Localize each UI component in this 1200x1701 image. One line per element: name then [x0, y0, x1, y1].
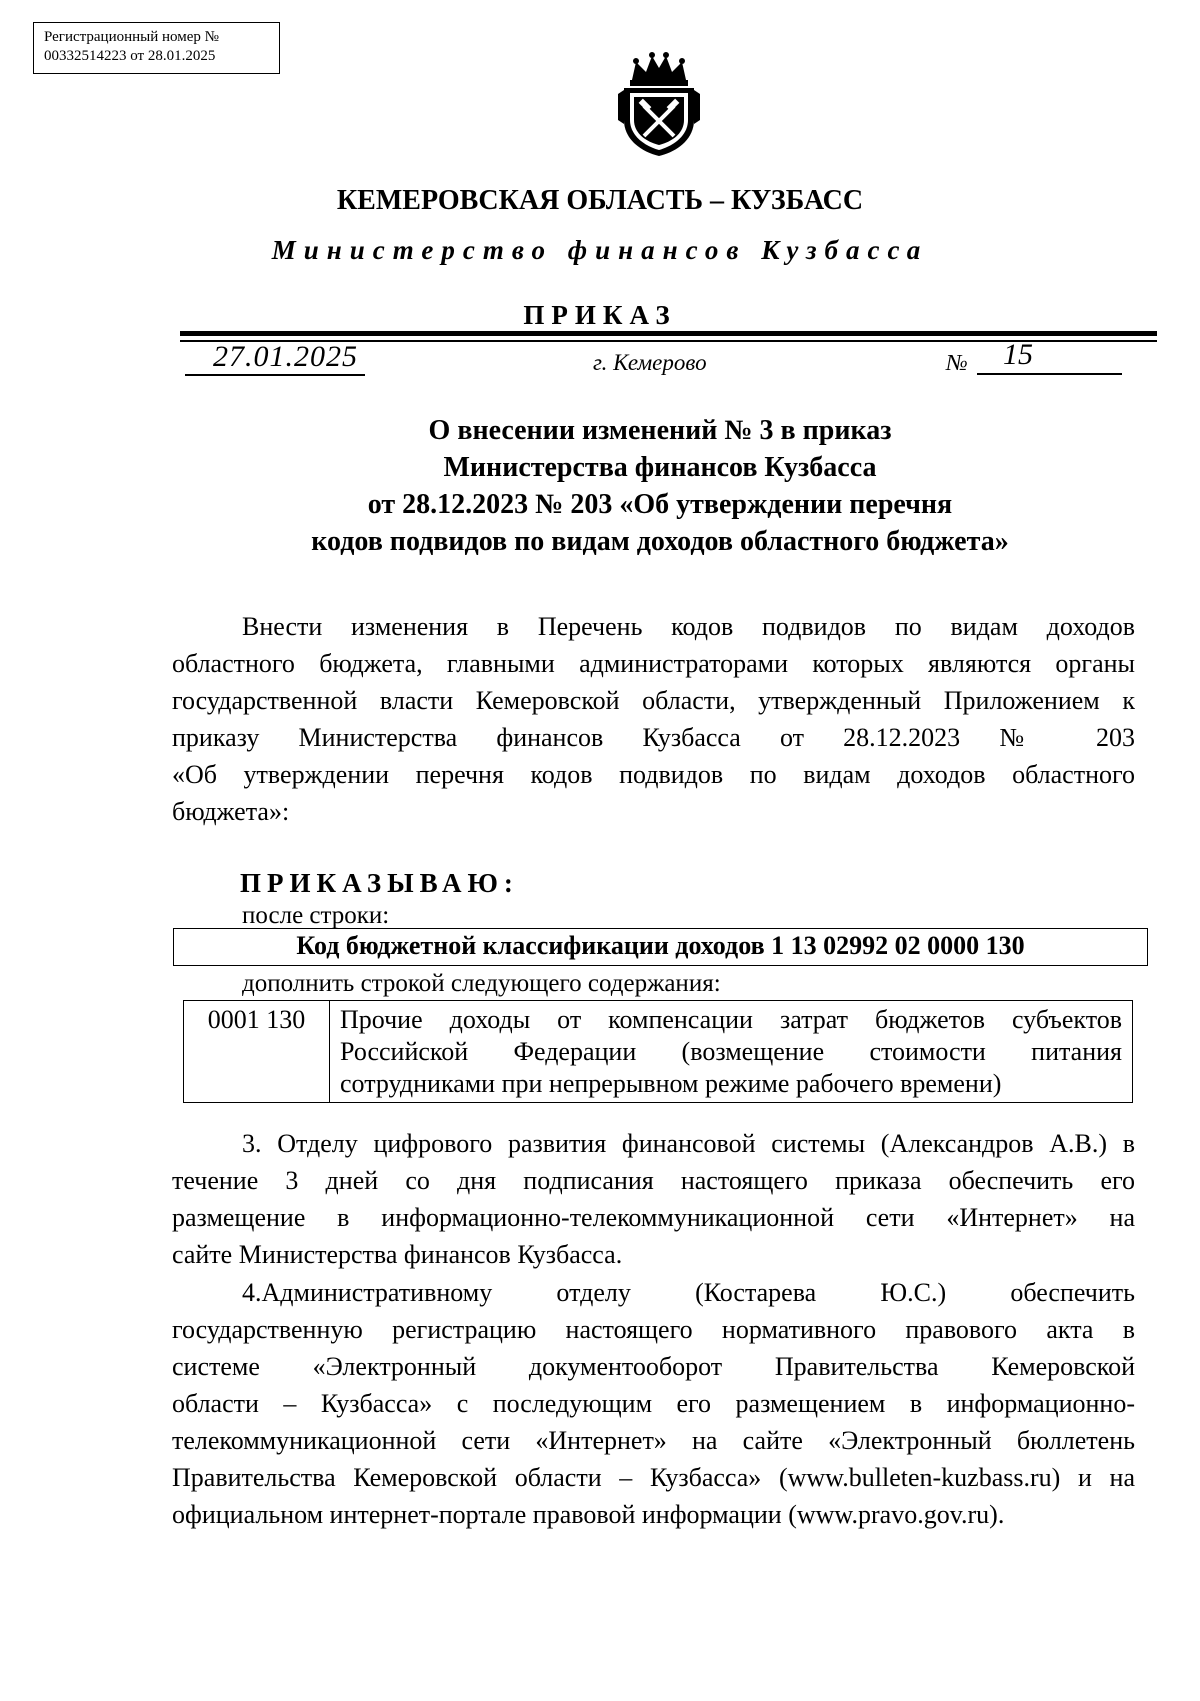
- kbk-row: Код бюджетной классификации доходов 1 13 02992 02 0000 130: [173, 928, 1148, 966]
- document-city: г. Кемерово: [593, 350, 707, 375]
- item-4-line: системе «Электронный документооборот Правительства Кемеровской: [172, 1352, 1135, 1381]
- item-4-paragraph: [172, 1274, 1135, 1533]
- subtype-description: Прочие доходы от компенсации затрат бюджетов субъектов Российской Федерации (возмещение стоимости питания сотрудниками при непрерывном режиме рабочего времени): [330, 1001, 1133, 1103]
- item-3-line: 3. Отделу цифрового развития финансовой системы (Александров А.В.) в: [242, 1129, 1135, 1158]
- header-rule-thick: [180, 331, 1157, 336]
- number-label: №: [946, 350, 968, 375]
- after-row-label: после строки:: [242, 902, 390, 929]
- item-4-line: официальном интернет-портале правовой информации (www.pravo.gov.ru).: [172, 1500, 1005, 1529]
- intro-line: приказу Министерства финансов Кузбасса от 28.12.2023 № 203: [172, 723, 1135, 752]
- item-4-line: телекоммуникационной сети «Интернет» на сайте «Электронный бюллетень: [172, 1426, 1135, 1455]
- title-line: О внесении изменений № 3 в приказ: [428, 415, 892, 446]
- item-4-line: Правительства Кемеровской области – Кузбасса» (www.bulleten-kuzbass.ru) и на: [172, 1463, 1135, 1492]
- table-row: [184, 1001, 1133, 1103]
- item-4-line: 4.Административному отделу (Костарева Ю.С.) обеспечить: [242, 1278, 1135, 1307]
- add-row-label: дополнить строкой следующего содержания:: [242, 970, 721, 997]
- document-date: 27.01.2025: [213, 340, 358, 373]
- title-line: от 28.12.2023 № 203 «Об утверждении перечня: [367, 489, 953, 520]
- intro-paragraph: [172, 608, 1135, 830]
- document-number: 15: [1003, 338, 1033, 371]
- intro-line: государственной власти Кемеровской области, утвержденный Приложением к: [172, 686, 1135, 715]
- registration-line-2: 00332514223 от 28.01.2025: [44, 48, 216, 64]
- number-underline: [977, 373, 1122, 375]
- title-line: кодов подвидов по видам доходов областного бюджета»: [311, 526, 1009, 557]
- intro-line: «Об утверждении перечня кодов подвидов по видам доходов областного: [172, 760, 1135, 789]
- item-3-paragraph: [172, 1125, 1135, 1273]
- order-word: ПРИКАЗЫВАЮ:: [240, 868, 519, 898]
- registration-stamp: [33, 22, 280, 74]
- intro-line: бюджета»:: [172, 797, 290, 826]
- ministry-name: Министерство финансов Кузбасса: [271, 235, 929, 265]
- kuzbass-coat-of-arms-icon: [616, 50, 702, 158]
- region-name: КЕМЕРОВСКАЯ ОБЛАСТЬ – КУЗБАСС: [336, 185, 864, 216]
- subtype-code: 0001 130: [184, 1001, 330, 1103]
- date-underline: [185, 374, 365, 376]
- item-4-line: области – Кузбасса» с последующим его размещением в информационно-: [172, 1389, 1135, 1418]
- title-line: Министерства финансов Кузбасса: [443, 452, 877, 483]
- document-type: ПРИКАЗ: [523, 300, 677, 330]
- registration-line-1: Регистрационный номер №: [44, 29, 219, 45]
- item-3-line: сайте Министерства финансов Кузбасса.: [172, 1240, 623, 1269]
- intro-line: областного бюджета, главными администраторами которых являются органы: [172, 649, 1135, 678]
- item-3-line: течение 3 дней со дня подписания настоящего приказа обеспечить его: [172, 1166, 1135, 1195]
- intro-line: Внести изменения в Перечень кодов подвидов по видам доходов: [242, 612, 1135, 641]
- new-row-table: [183, 1000, 1133, 1103]
- document-title: [0, 412, 1200, 560]
- item-3-line: размещение в информационно-телекоммуникационной сети «Интернет» на: [172, 1203, 1135, 1232]
- item-4-line: государственную регистрацию настоящего нормативного правового акта в: [172, 1315, 1135, 1344]
